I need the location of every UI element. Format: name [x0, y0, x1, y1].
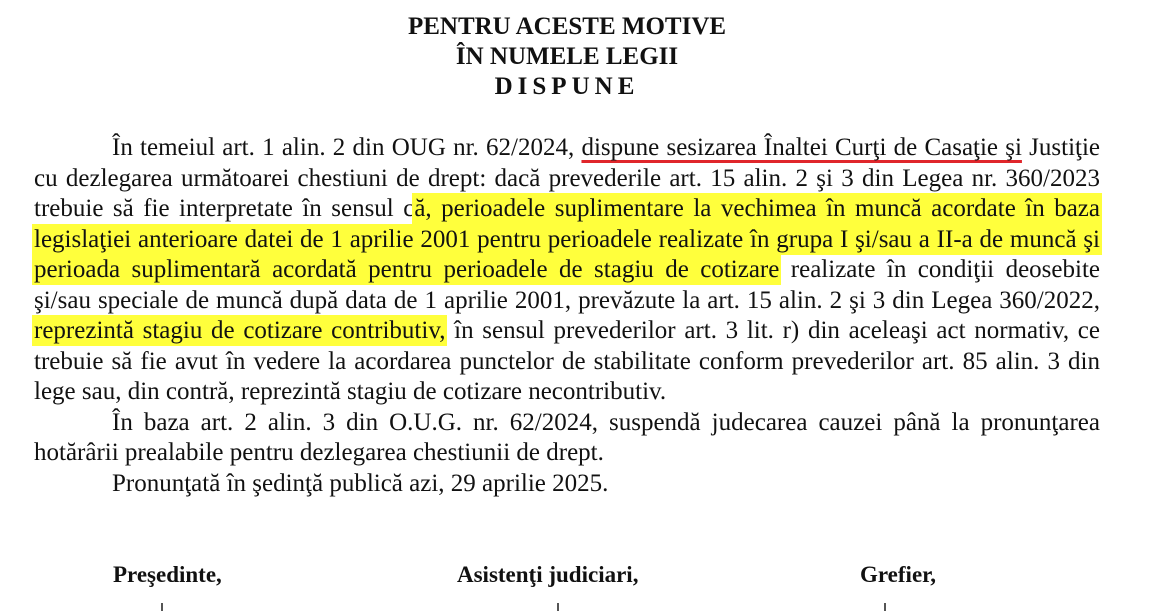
signature-asistenti: Asistenţi judiciari, [457, 562, 639, 587]
signature-mark [884, 603, 886, 611]
signature-grefier: Grefier, [860, 562, 936, 587]
text-segment: În temeiul art. 1 alin. 2 din OUG nr. 62/2024, [112, 134, 582, 161]
text-segment: în sensul prevederilor art. 3 lit. r) din aceleaşi act normativ, ce trebuie să fie avut în vedere la acordarea punctelor de stabilitate conform prevederilor art. 85 alin. 3 din lege sau, din contră, reprezintă stagiu de cotizare necontributiv. [34, 317, 1100, 405]
paragraph-dispositive [34, 133, 1100, 408]
text-segment: realizate în condiţii deosebite şi/sau speciale de muncă după data de 1 aprilie 2001, prevăzute la art. 15 alin. 2 şi 3 din Legea 360/2022, [34, 256, 1100, 314]
text-segment: Justiţie cu dezlegarea următoarei chestiuni de drept: dacă prevederile art. 15 alin. 2 şi 3 din Legea nr. 360/2023 trebuie să fie interpretate în sensul c [34, 134, 1101, 222]
signature-mark [557, 603, 559, 611]
paragraph-pronuntata: Pronunţată în şedinţă publică azi, 29 aprilie 2025. [112, 469, 609, 497]
heading-dispune: DISPUNE [494, 73, 640, 100]
signature-mark [161, 603, 163, 611]
paragraph-suspension: În baza art. 2 alin. 3 din O.U.G. nr. 62/2024, suspendă judecarea cauzei până la pronunţarea hotărârii prealabile pentru dezlegarea chestiunii de drept. [34, 408, 1100, 466]
heading-motive: PENTRU ACESTE MOTIVE [407, 13, 727, 40]
signature-presedinte: Preşedinte, [113, 562, 222, 587]
highlighted-text: reprezintă stagiu de cotizare contributiv, [34, 317, 446, 344]
document-body [34, 133, 1100, 499]
red-underlined-text: dispune sesizarea Înaltei Curţi de Casaţie şi [581, 134, 1022, 161]
heading-numele-legii: ÎN NUMELE LEGII [455, 43, 679, 70]
highlighted-text: ă, perioadele suplimentare la vechimea în muncă acordate în baza legislaţiei anterioare datei de 1 aprilie 2001 pentru perioadele realizate în grupa I şi/sau a II-a de muncă şi perioada suplimentară acordată pentru perioadele de stagiu de cotizare [34, 195, 1100, 283]
